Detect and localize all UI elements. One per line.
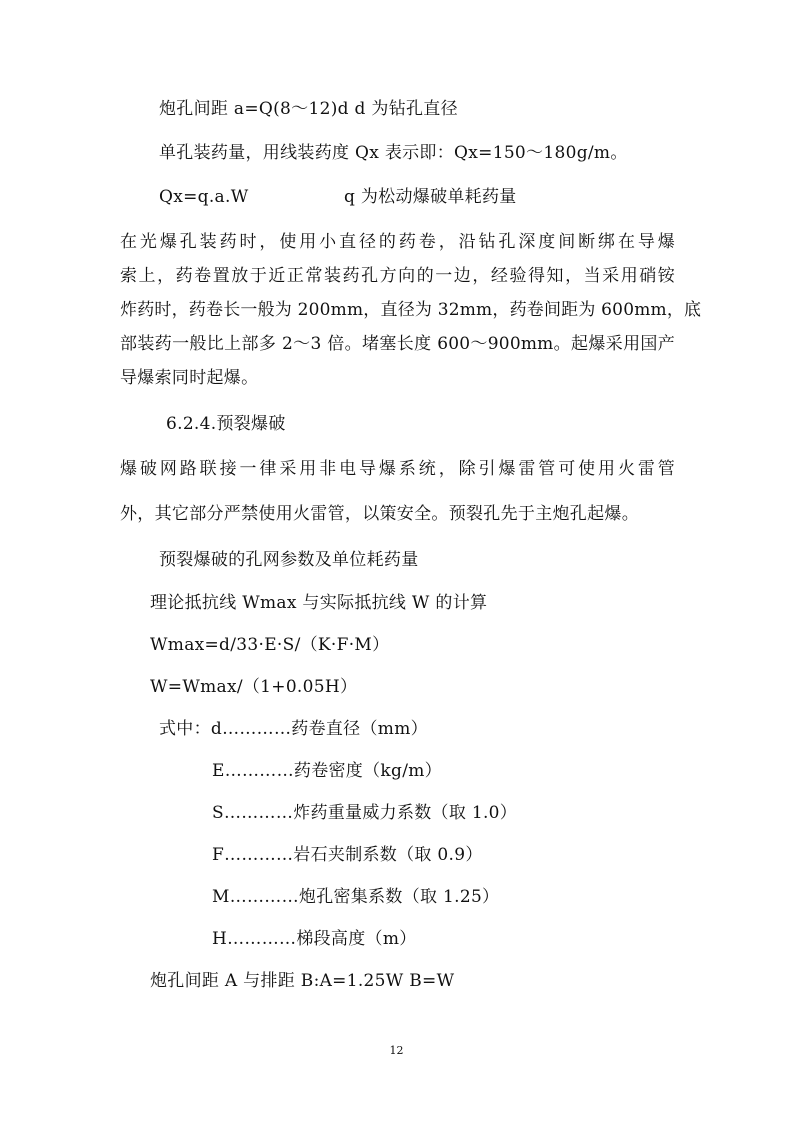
paragraph-line: 在光爆孔装药时，使用小直径的药卷，沿钻孔深度间断绑在导爆	[120, 232, 675, 252]
text-line: 单孔装药量，用线装药度 Qx 表示即：Qx=150～180g/m。	[159, 143, 628, 163]
definition-line: S…………炸药重量威力系数（取 1.0）	[212, 803, 518, 823]
definition-line: 式中：d…………药卷直径（mm）	[159, 719, 428, 739]
section-heading: 6.2.4.预裂爆破	[166, 414, 286, 434]
formula-line: W=Wmax/（1+0.05H）	[150, 677, 358, 697]
paragraph-line: 索上，药卷置放于近正常装药孔方向的一边，经验得知，当采用硝铵	[120, 266, 675, 286]
formula-line: Wmax=d/33·E·S/（K·F·M）	[150, 635, 390, 655]
definition-line: H…………梯段高度（m）	[212, 929, 417, 949]
formula-line: Qx=q.a.W	[159, 187, 249, 207]
definition-line: E…………药卷密度（kg/m）	[212, 761, 442, 781]
formula-note: q 为松动爆破单耗药量	[344, 187, 517, 207]
definition-line: F…………岩石夹制系数（取 0.9）	[212, 845, 483, 865]
text-line: 理论抵抗线 Wmax 与实际抵抗线 W 的计算	[150, 593, 488, 613]
text-line: 预裂爆破的孔网参数及单位耗药量	[159, 550, 419, 570]
text-line: 炮孔间距 a=Q(8～12)d d 为钻孔直径	[159, 99, 458, 119]
paragraph-line: 爆破网路联接一律采用非电导爆系统，除引爆雷管可使用火雷管	[120, 459, 675, 479]
paragraph-line: 外，其它部分严禁使用火雷管，以策安全。预裂孔先于主炮孔起爆。	[120, 504, 639, 524]
paragraph-line: 部装药一般比上部多 2～3 倍。堵塞长度 600～900mm。起爆采用国产	[120, 334, 675, 354]
text-line: 炮孔间距 A 与排距 B:A=1.25W B=W	[150, 971, 455, 991]
paragraph-line: 炸药时，药卷长一般为 200mm，直径为 32mm，药卷间距为 600mm，底	[120, 300, 702, 320]
paragraph-line: 导爆索同时起爆。	[120, 368, 259, 388]
page-number: 12	[389, 1044, 404, 1057]
definition-line: M…………炮孔密集系数（取 1.25）	[212, 887, 500, 907]
